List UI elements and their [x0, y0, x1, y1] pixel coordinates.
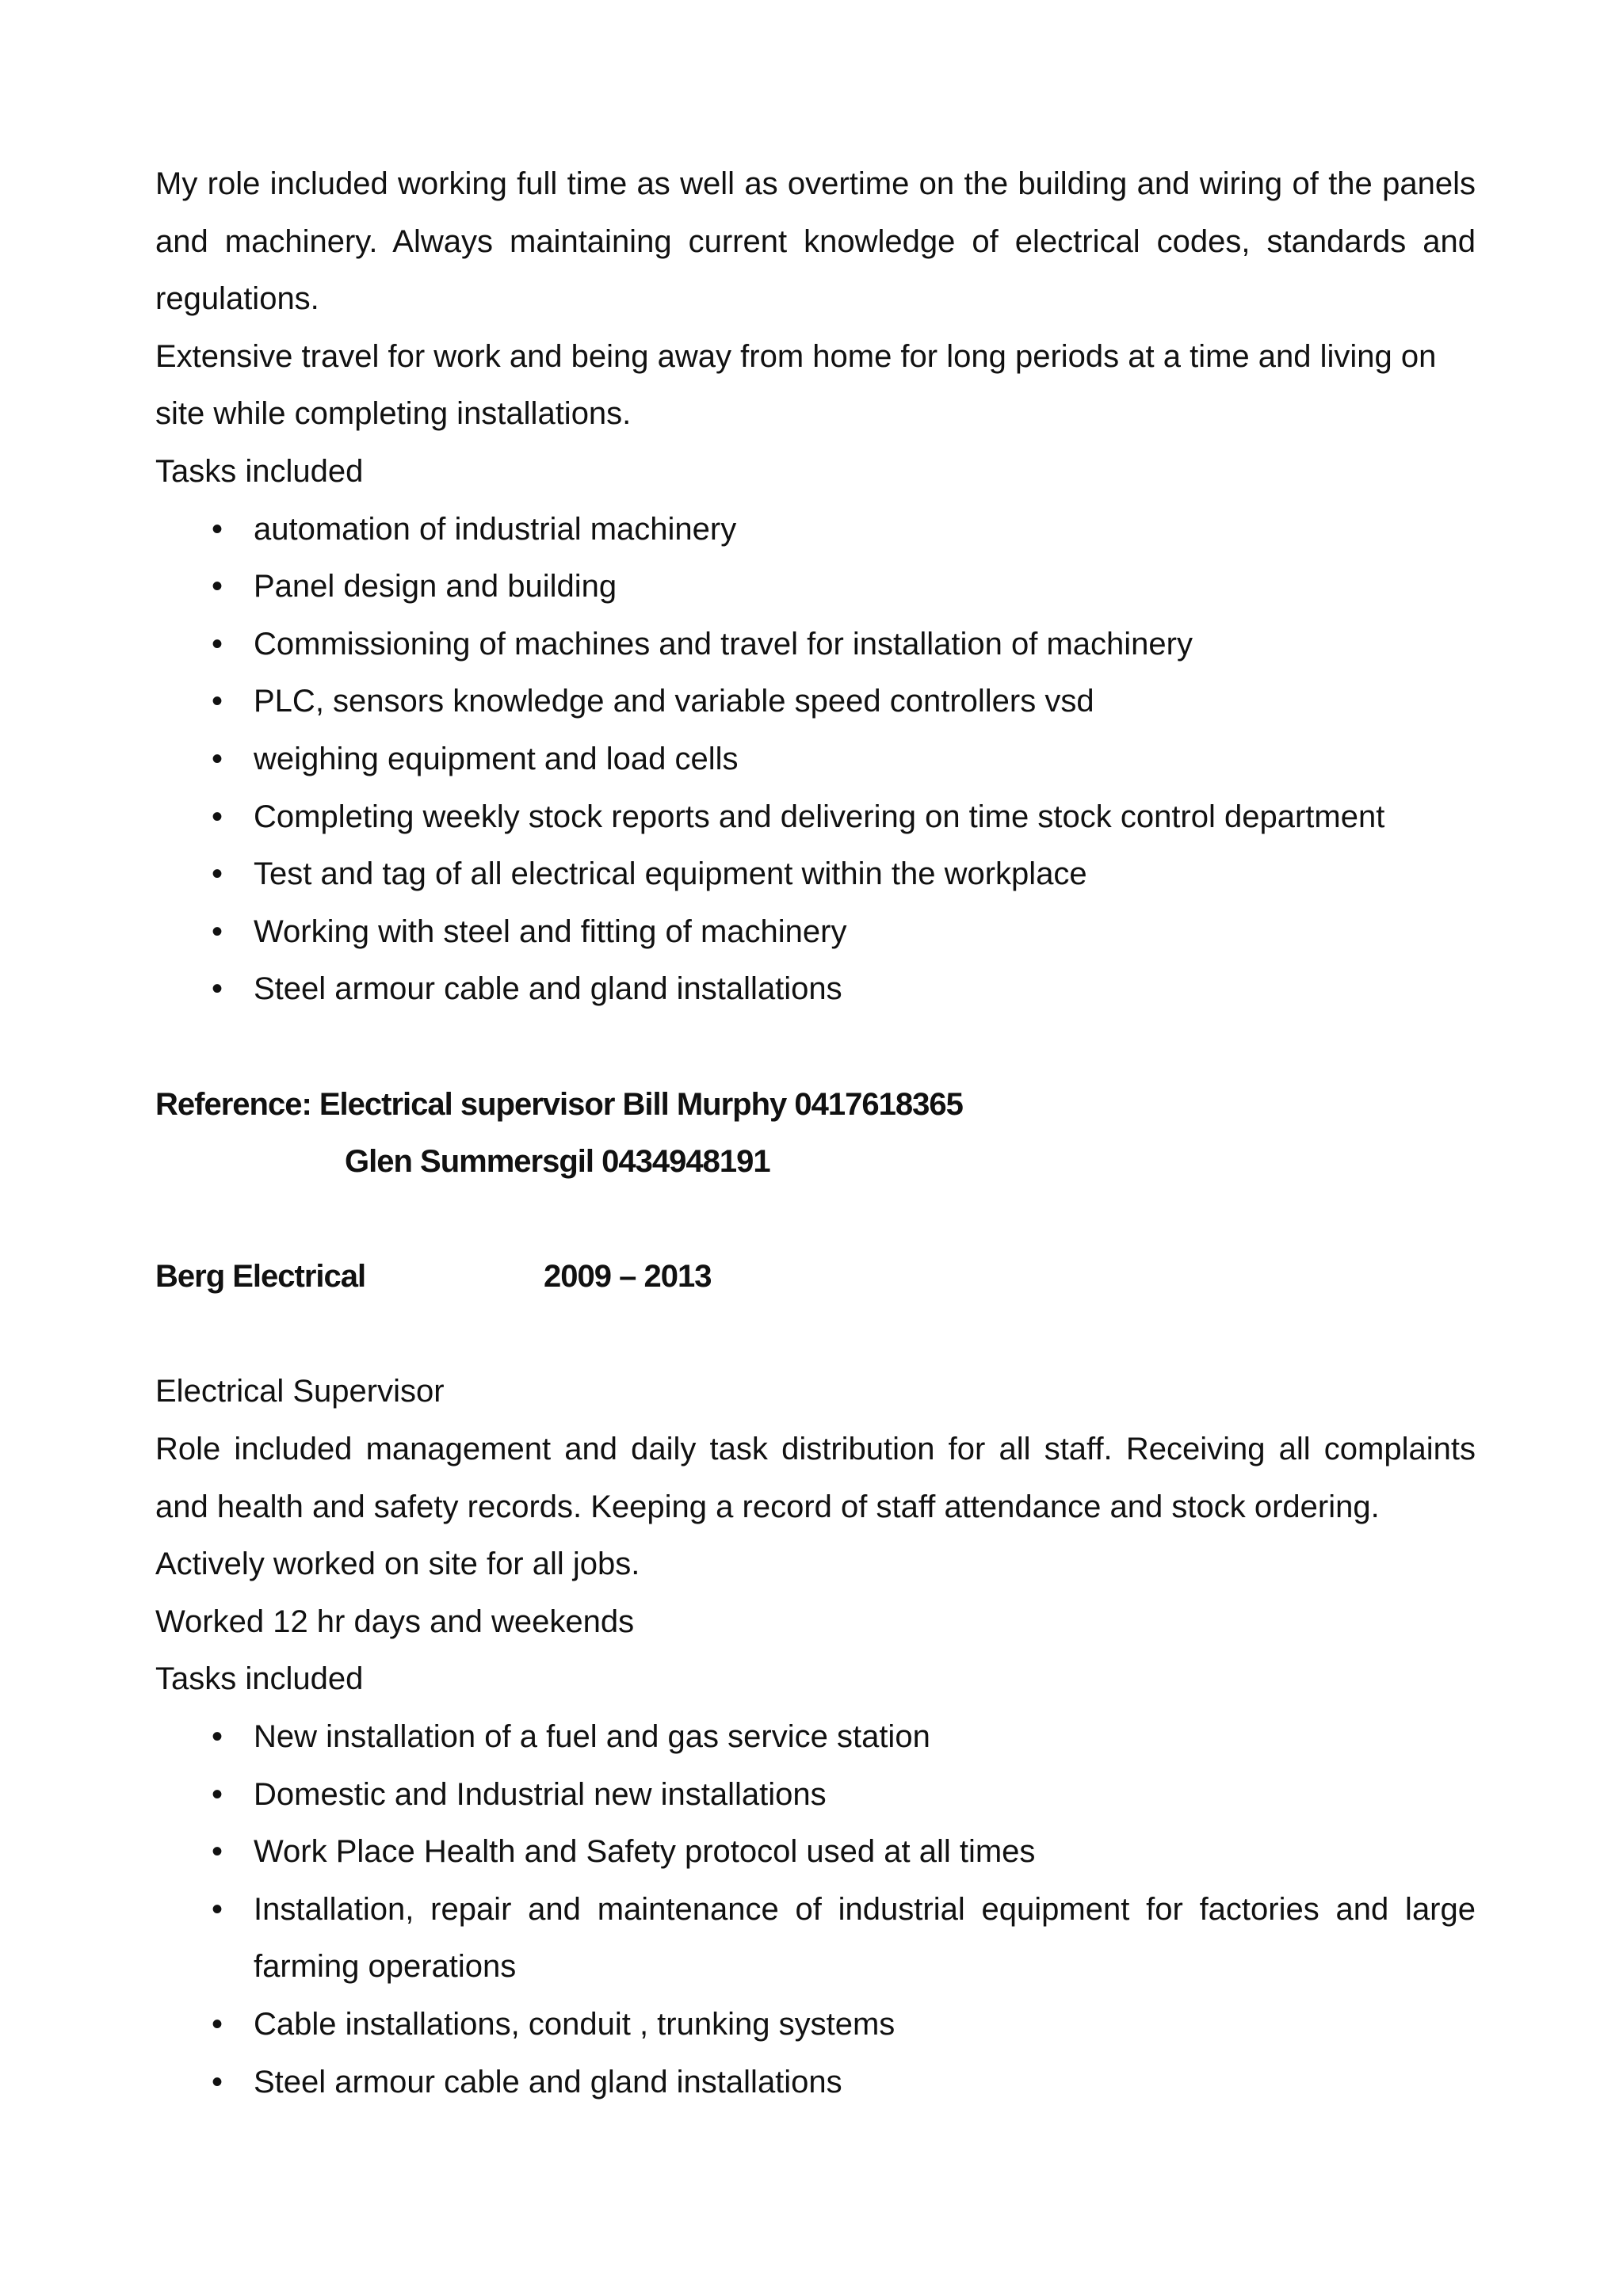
reference-line-2: Glen Summersgil 0434948191 — [345, 1144, 770, 1180]
list-item-text: weighing equipment and load cells — [254, 741, 739, 776]
list-item — [155, 1708, 1476, 1766]
role-intro-paragraph: My role included working full time as well as overtime on the building and wiring of the panels and machinery. Always maintaining current knowledge of electrical codes, standards and regulations. — [155, 166, 1476, 317]
list-item — [155, 1996, 1476, 2054]
list-item-text: Completing weekly stock reports and delivering on time stock control department — [254, 799, 1385, 834]
bullet-icon: • — [212, 1834, 223, 1870]
bullet-icon: • — [212, 856, 223, 892]
list-item — [155, 845, 1476, 903]
list-item — [155, 673, 1476, 730]
resume-page — [155, 155, 1476, 2111]
list-item — [155, 501, 1476, 559]
list-item — [155, 1881, 1476, 1996]
list-item-text: Work Place Health and Safety protocol used at all times — [254, 1834, 1036, 1870]
list-item — [155, 788, 1476, 846]
task-list-2 — [155, 1708, 1476, 2111]
bullet-icon: • — [212, 913, 223, 949]
list-item-text: Cable installations, conduit , trunking systems — [254, 2007, 896, 2042]
bullet-icon: • — [212, 2064, 223, 2100]
list-item-text: New installation of a fuel and gas service station — [254, 1719, 930, 1755]
list-item-text: Panel design and building — [254, 569, 617, 605]
blank-line — [155, 1306, 1476, 1363]
bullet-icon: • — [212, 626, 223, 662]
bullet-icon: • — [212, 569, 223, 605]
bullet-icon: • — [212, 1719, 223, 1755]
list-item — [155, 903, 1476, 961]
list-item-text: Working with steel and fitting of machinery — [254, 913, 847, 949]
list-item-text: PLC, sensors knowledge and variable speed controllers vsd — [254, 684, 1094, 719]
bullet-icon: • — [212, 1891, 223, 1927]
job-header — [155, 1248, 1476, 1306]
bullet-icon: • — [212, 2007, 223, 2042]
list-item-text: Commissioning of machines and travel for installation of machinery — [254, 626, 1193, 662]
job-description: Role included management and daily task distribution for all staff. Receiving all complaints and health and safety records. Keeping a record of staff attendance and stock ordering. — [155, 1432, 1476, 1524]
tasks-heading: Tasks included — [155, 1661, 364, 1697]
list-item-text: Installation, repair and maintenance of industrial equipment for factories and large farming operations — [254, 1891, 1476, 1985]
job-years: 2009 – 2013 — [544, 1259, 712, 1295]
bullet-icon: • — [212, 741, 223, 776]
bullet-icon: • — [212, 511, 223, 547]
blank-line — [155, 1018, 1476, 1076]
bullet-icon: • — [212, 971, 223, 1007]
list-item — [155, 730, 1476, 788]
list-item — [155, 1766, 1476, 1824]
company-name: Berg Electrical — [155, 1259, 366, 1295]
list-item-text: Steel armour cable and gland installations — [254, 2064, 842, 2100]
task-list-1 — [155, 501, 1476, 1018]
list-item-text: Domestic and Industrial new installations — [254, 1776, 827, 1812]
blank-line — [155, 1191, 1476, 1249]
list-item — [155, 558, 1476, 616]
list-item — [155, 960, 1476, 1018]
tasks-heading: Tasks included — [155, 453, 364, 489]
list-item — [155, 2054, 1476, 2111]
list-item-text: automation of industrial machinery — [254, 511, 737, 547]
list-item-text: Steel armour cable and gland installations — [254, 971, 842, 1007]
bullet-icon: • — [212, 684, 223, 719]
bullet-icon: • — [212, 799, 223, 834]
reference-line-1: Reference: Electrical supervisor Bill Murphy 0417618365 — [155, 1086, 963, 1122]
list-item-text: Test and tag of all electrical equipment within the workplace — [254, 856, 1087, 892]
onsite-note: Actively worked on site for all jobs. — [155, 1547, 640, 1582]
job-title: Electrical Supervisor — [155, 1374, 445, 1409]
hours-note: Worked 12 hr days and weekends — [155, 1604, 635, 1639]
travel-paragraph: Extensive travel for work and being away from home for long periods at a time and living on site while completing installations. — [155, 338, 1437, 432]
bullet-icon: • — [212, 1776, 223, 1812]
list-item — [155, 616, 1476, 673]
list-item — [155, 1823, 1476, 1881]
